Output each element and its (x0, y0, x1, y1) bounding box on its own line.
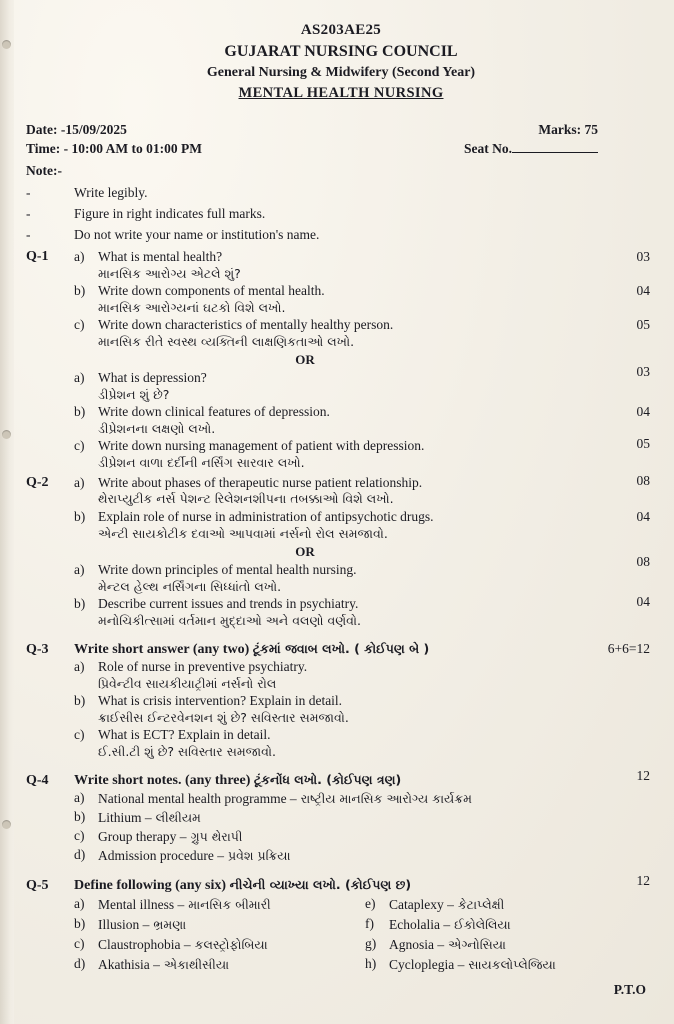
exam-meta (26, 122, 656, 157)
question-q4-title (74, 772, 656, 789)
question-number-q3: Q-3 (26, 642, 49, 658)
subpart-marks: 03 (636, 364, 650, 380)
note-dash: - (26, 205, 31, 221)
subpart-text (98, 370, 656, 403)
punch-hole-middle (2, 430, 11, 439)
subpart-text-en: Explain role of nurse in administration of antipsychotic drugs. (98, 508, 434, 524)
subpart-text-gu: પ્રિવેન્ટીવ સાયકીયાટ્રીમાં નર્સનો રોલ (98, 675, 277, 691)
subpart-text-gu: માનસિક બીમારી (188, 897, 271, 913)
subpart-marks: 05 (636, 317, 650, 333)
subpart-label: c) (74, 438, 85, 454)
subpart-text-gu: માનસિક રીતે સ્વસ્થ વ્યક્તિની લાક્ષણિકતાઓ લખો. (98, 333, 355, 349)
definitions-columns (74, 894, 656, 974)
subpart (365, 896, 656, 914)
subpart-label: a) (74, 659, 85, 675)
subpart (74, 809, 656, 827)
definitions-left-column (74, 894, 365, 974)
question-q5-marks: 12 (636, 873, 650, 889)
or-separator: OR (295, 543, 315, 559)
subpart-label: f) (365, 916, 374, 932)
council-name: GUJARAT NURSING COUNCIL (224, 43, 458, 60)
subpart (74, 317, 656, 350)
subpart-text-gu: કલસ્ટ્રોફોબિયા (194, 937, 268, 953)
subpart (74, 896, 365, 914)
subpart-text-gu: મનોચિકીત્સામાં વર્તમાન મુદ્દાઓ અને વલણો વર્ણવો. (98, 612, 362, 628)
subpart-text-en: What is depression? (98, 370, 207, 386)
note-item (26, 225, 656, 246)
subpart (74, 790, 656, 808)
subpart (74, 509, 656, 542)
subpart-marks: 08 (636, 472, 650, 488)
subpart (74, 438, 656, 471)
note-item (26, 204, 656, 225)
subpart-label: b) (74, 809, 86, 825)
pto-marker: P.T.O (613, 982, 646, 998)
subpart-label: a) (74, 370, 85, 386)
document-header (26, 22, 656, 102)
subpart-text (98, 659, 656, 692)
subpart (74, 404, 656, 437)
total-marks: Marks: 75 (538, 122, 598, 137)
subpart-text-gu: એન્ટી સાયકોટીક દવાઓ આપવામાં નર્સનો રોલ સમજાવો. (98, 525, 388, 541)
seat-no-field (464, 141, 656, 157)
subpart (74, 472, 656, 508)
subpart-text-gu: લીથીયમ (155, 810, 201, 826)
subpart-label: c) (74, 828, 85, 844)
subpart-marks: 04 (636, 282, 650, 298)
subpart-label: a) (74, 474, 85, 490)
punch-hole-top (2, 40, 11, 49)
or-separator: OR (295, 352, 315, 368)
subpart-label: b) (74, 282, 86, 298)
subpart-text-en: Write about phases of therapeutic nurse patient relationship. (98, 474, 423, 490)
subpart-text-gu: માનસિક આરોગ્ય એટલે શું? (98, 265, 241, 281)
subpart (74, 593, 656, 629)
subpart-text-en: Describe current issues and trends in psychiatry. (98, 595, 359, 611)
subpart-text (98, 847, 656, 865)
subpart-text-en: Agnosia – (389, 937, 445, 953)
subpart-text-en: Claustrophobia – (98, 937, 191, 953)
meta-row-time (26, 141, 656, 157)
subpart-text (389, 956, 656, 974)
subpart (74, 916, 365, 934)
subpart-label: c) (74, 317, 85, 333)
subpart-label: d) (74, 956, 86, 972)
question-q4-marks: 12 (636, 768, 650, 784)
subpart (74, 847, 656, 865)
subpart (74, 936, 365, 954)
question-q4-row (26, 768, 656, 865)
subpart-text (98, 956, 365, 974)
note-list (26, 183, 656, 246)
subpart-text-en: Echolalia – (389, 917, 451, 933)
subpart-text-en: Cataplexy – (389, 897, 454, 913)
subpart (74, 249, 656, 282)
meta-row-date (26, 122, 656, 138)
subpart-label: b) (74, 916, 86, 932)
subpart-text-en: What is crisis intervention? Explain in detail. (98, 693, 343, 709)
subpart (74, 364, 656, 403)
question-q2-row (26, 474, 656, 630)
subpart-label: b) (74, 404, 86, 420)
subpart-text (98, 896, 365, 914)
definitions-right-column (365, 894, 656, 974)
subpart-label: g) (365, 936, 377, 952)
question-q4-title-gu: ટૂંકનોંધ લખો. (કોઈપણ ત્રણ) (253, 772, 402, 788)
note-text: Write legibly. (74, 185, 148, 200)
subpart-text-gu: ક્રાઈસીસ ઈન્ટરવેનશન શું છે? સવિસ્તાર સમજાવો. (98, 710, 349, 726)
subpart-label: a) (74, 561, 85, 577)
subpart-marks: 03 (636, 248, 650, 264)
subpart-text-gu: માનસિક આરોગ્યનાં ઘટકો વિશે લખો. (98, 299, 286, 315)
question-q5-title (74, 877, 656, 894)
subpart-text (98, 249, 656, 282)
subpart-label: e) (365, 896, 376, 912)
subpart-text-en: Write down components of mental health. (98, 282, 325, 298)
subpart (365, 936, 656, 954)
question-block-q3 (26, 641, 656, 760)
note-dash: - (26, 226, 31, 242)
subpart-text-en: Admission procedure – (98, 848, 224, 864)
question-q3-title-gu: ટૂંકમાં જવાબ લખો. ( કોઈપણ બે ) (252, 641, 430, 657)
question-number-q4: Q-4 (26, 773, 49, 789)
subpart-text-en: Write down principles of mental health nursing. (98, 561, 357, 577)
subpart-text (98, 936, 365, 954)
subpart-marks: 08 (636, 553, 650, 569)
subpart (365, 916, 656, 934)
subpart (74, 283, 656, 316)
question-number-q1: Q-1 (26, 248, 49, 264)
note-text: Do not write your name or institution's name. (74, 226, 320, 242)
subpart-label: a) (74, 248, 85, 264)
subpart-marks: 04 (636, 508, 650, 524)
subpart-label: d) (74, 847, 86, 863)
subpart-text-en: Group therapy – (98, 829, 187, 845)
subpart-text (98, 828, 656, 846)
subpart (74, 659, 656, 692)
subpart-text-en: Mental illness – (98, 897, 185, 913)
exam-time: Time: - 10:00 AM to 01:00 PM (26, 141, 202, 156)
subpart-text-gu: ડીપ્રેશન શું છે? (98, 387, 170, 403)
subpart-text (98, 472, 656, 508)
subpart-label: h) (365, 956, 377, 972)
subpart-text-en: Cycloplegia – (389, 957, 465, 973)
subpart-label: c) (74, 936, 85, 952)
subpart-text-gu: ભ્રમણા (153, 917, 187, 933)
subpart-text (98, 404, 656, 437)
question-q3-title (74, 641, 656, 658)
subpart-text (389, 936, 656, 954)
question-q1-row (26, 248, 656, 472)
subpart (74, 553, 656, 595)
note-text: Figure in right indicates full marks. (74, 205, 266, 221)
question-q2-body (74, 474, 656, 630)
subpart-text (98, 693, 656, 726)
subpart-text-gu: થેરાપ્યુટીક નર્સ પેશન્ટ રિલેશનશીપના તબક્કાઓ વિશે લખો. (98, 491, 394, 507)
question-q3-row (26, 641, 656, 760)
note-item (26, 183, 656, 204)
question-q3-body (74, 641, 656, 760)
seat-no-blank (512, 152, 598, 153)
subpart-text-gu: પ્રવેશ પ્રક્રિયા (227, 848, 291, 864)
subpart-text (389, 896, 656, 914)
subpart-label: a) (74, 790, 85, 806)
question-q3-marks: 6+6=12 (607, 641, 650, 657)
document-content (26, 22, 656, 998)
seat-no-label: Seat No. (464, 141, 512, 156)
question-q4-body (74, 768, 656, 865)
exam-date: Date: -15/09/2025 (26, 122, 127, 137)
question-block-q5 (26, 873, 656, 974)
question-q4-title-en: Write short notes. (any three) (74, 773, 251, 789)
subpart-label: a) (74, 896, 85, 912)
subpart-text-gu: ડીપ્રેશનના લક્ષણો લખો. (98, 421, 216, 437)
subpart-label: b) (74, 693, 86, 709)
subpart-text-gu: ગ્રુપ થેરાપી (190, 829, 243, 845)
note-label: Note:- (26, 163, 62, 178)
paper-code: AS203AE25 (300, 22, 382, 38)
subpart-label: b) (74, 508, 86, 524)
subpart-text (389, 916, 656, 934)
subpart (365, 956, 656, 974)
subpart (74, 956, 365, 974)
subpart-text-en: Role of nurse in preventive psychiatry. (98, 659, 308, 675)
subpart-text-gu: કેટાપ્લેક્ષી (457, 897, 505, 913)
subpart-text (98, 283, 656, 316)
question-q5-title-en: Define following (any six) (74, 878, 227, 894)
subpart-text (98, 727, 656, 760)
punch-hole-bottom (2, 820, 11, 829)
question-number-q2: Q-2 (26, 474, 49, 490)
question-q5-title-gu: નીચેની વ્યાખ્યા લખો. (કોઈપણ છ) (229, 877, 412, 893)
subpart-text-en: Write down nursing management of patient with depression. (98, 438, 425, 454)
subpart (74, 727, 656, 760)
subpart-marks: 04 (636, 404, 650, 420)
subpart-text-en: What is ECT? Explain in detail. (98, 727, 271, 743)
course-name: General Nursing & Midwifery (Second Year) (206, 65, 476, 80)
subpart-text (98, 790, 656, 808)
subpart-text-en: Illusion – (98, 917, 150, 933)
subpart-text (98, 509, 656, 542)
subpart-label: b) (74, 595, 86, 611)
subpart-text-en: Akathisia – (98, 957, 160, 973)
subpart-text-en: Write down characteristics of mentally healthy person. (98, 317, 394, 333)
subpart-text-gu: મેન્ટલ હેલ્થ નર્સિંગના સિધ્ધાંતો લખો. (98, 578, 282, 594)
paper-left-edge (0, 0, 14, 1024)
subpart-text (98, 916, 365, 934)
subpart-text (98, 593, 656, 629)
question-number-q5: Q-5 (26, 878, 49, 894)
subpart (74, 828, 656, 846)
subpart (74, 693, 656, 726)
subject-title: MENTAL HEALTH NURSING (238, 85, 444, 101)
subpart-text-en: National mental health programme – (98, 791, 297, 807)
question-q5-row (26, 873, 656, 974)
question-block-q4 (26, 768, 656, 865)
question-block-q2 (26, 474, 656, 630)
subpart-text-en: What is mental health? (98, 248, 223, 264)
subpart-text-gu: ઈ.સી.ટી શું છે? સવિસ્તાર સમજાવો. (98, 744, 276, 760)
subpart-text (98, 562, 656, 595)
subpart-text-en: Write down clinical features of depression. (98, 404, 330, 420)
subpart-text-gu: સાયકલોપ્લેજિયા (468, 957, 556, 973)
subpart-text (98, 809, 656, 827)
subpart-text (98, 438, 656, 471)
subpart-label: c) (74, 727, 85, 743)
question-q1-body (74, 248, 656, 472)
subpart-text-gu: એકાથીસીયા (163, 957, 230, 973)
subpart-marks: 05 (636, 436, 650, 452)
subpart-text-en: Lithium – (98, 810, 152, 826)
note-dash: - (26, 185, 31, 200)
subpart-text-gu: રાષ્ટ્રીય માનસિક આરોગ્ય કાર્યક્રમ (300, 791, 472, 807)
subpart-marks: 04 (636, 593, 650, 609)
subpart-text-gu: ડીપ્રેશન વાળા દર્દીની નર્સિંગ સારવાર લખો. (98, 455, 305, 471)
question-q3-title-en: Write short answer (any two) (74, 642, 250, 658)
subpart-text-gu: એગ્નોસિયા (448, 937, 506, 953)
question-block-q1 (26, 248, 656, 472)
subpart-text (98, 317, 656, 350)
subpart-text-gu: ઈકોલેલિયા (454, 917, 511, 933)
question-q5-body (74, 873, 656, 974)
